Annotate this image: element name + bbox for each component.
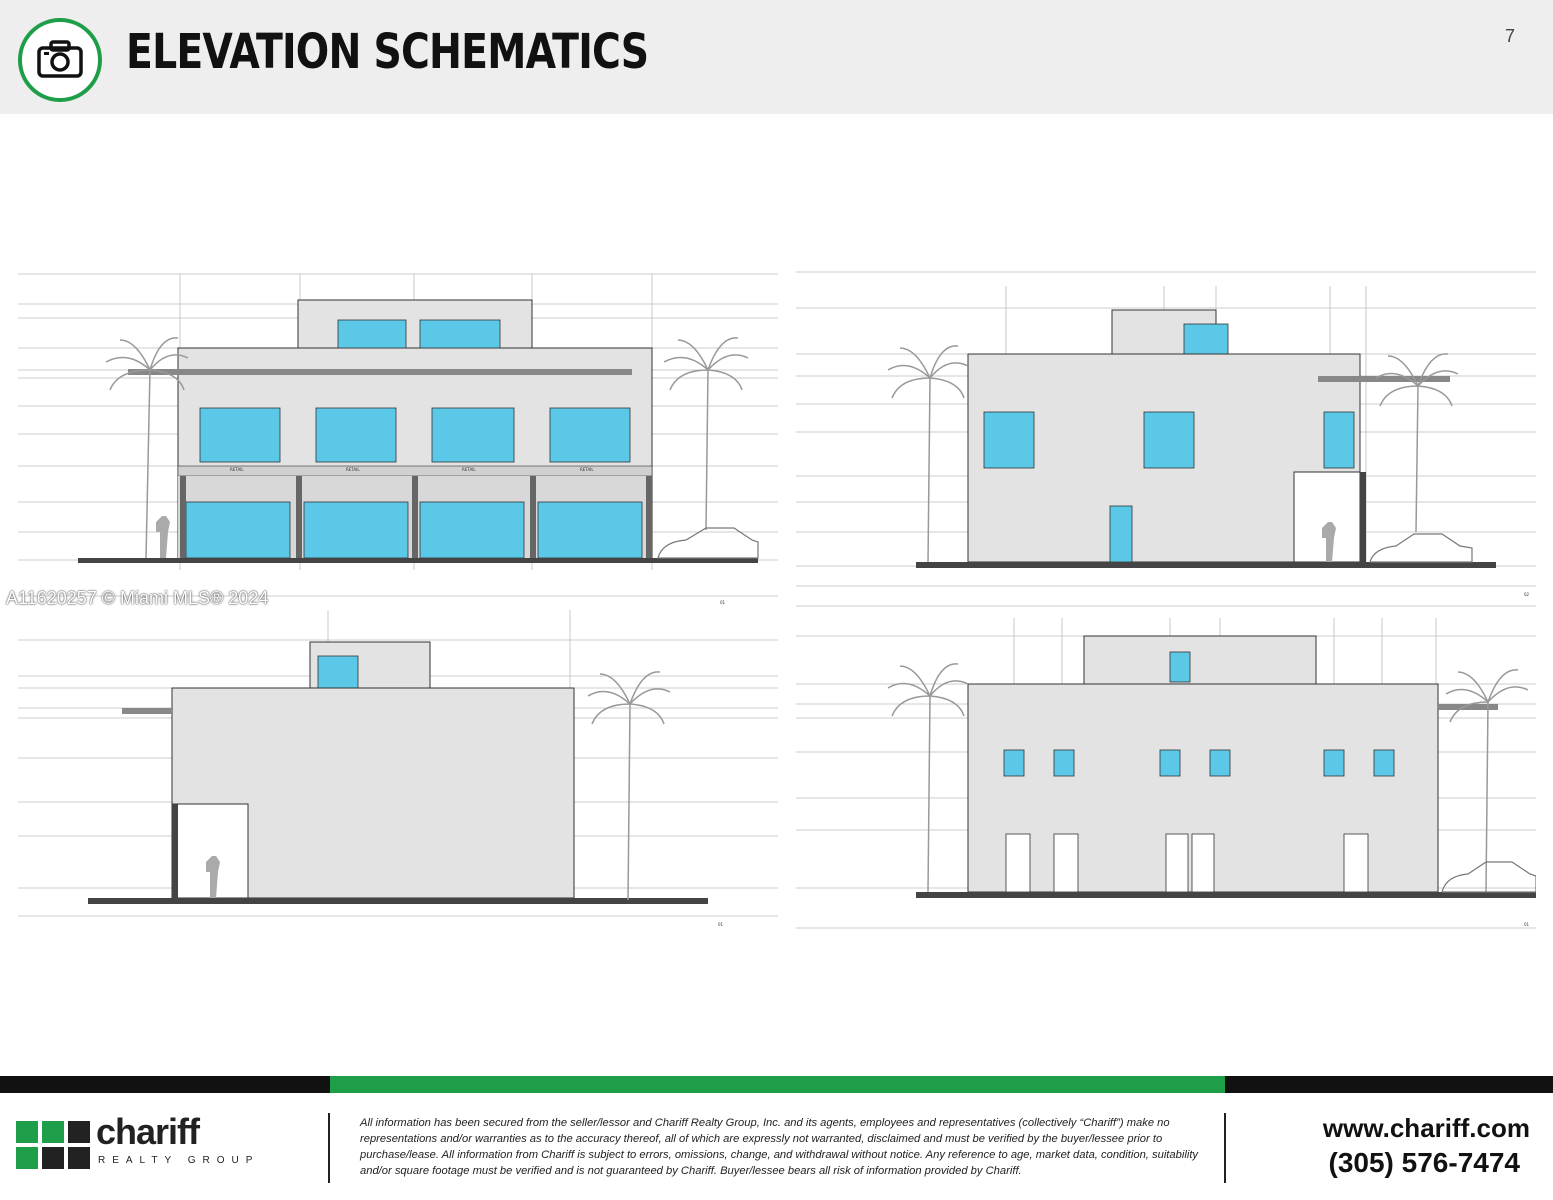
brand-subtitle: REALTY GROUP — [98, 1155, 260, 1166]
rear-elevation-drawing — [796, 604, 1536, 934]
retail-label: RETAIL — [346, 467, 360, 472]
footer-bar-center — [330, 1076, 1225, 1093]
palm-tree-icon — [888, 664, 968, 892]
page-number: 7 — [1505, 26, 1516, 46]
retail-label: RETAIL — [230, 467, 244, 472]
camera-icon — [36, 38, 84, 82]
car-icon — [1370, 534, 1472, 562]
palm-tree-icon — [888, 346, 968, 562]
side-elevation-drawing — [18, 610, 778, 934]
footer-divider — [1224, 1113, 1226, 1183]
drawing-tag: 01 — [718, 922, 724, 927]
front-elevation-drawing — [18, 270, 778, 610]
chariff-logo-icon — [16, 1121, 92, 1169]
legal-disclaimer: All information has been secured from the seller/lessor and Chariff Realty Group, Inc. and its agents, employees and representatives (collectively “Chariff”) make no representations and/or warranties as to the accuracy thereof, all of which are expressly not warranted, disclaimed and must be verified by the buyer/lessee prior to purchase/lease. All information from Chariff is subject to errors, omissions, change, and withdrawal without notice. Any reference to age, market data, condition, suitability and/or square footage must be verified and is not guaranteed by Chariff. Buyer/lessee bears all risk of information provided by Chariff. — [360, 1117, 1199, 1177]
palm-tree-icon — [588, 672, 670, 900]
retail-label: RETAIL — [580, 467, 594, 472]
page-header — [0, 0, 1553, 114]
car-icon — [1442, 862, 1536, 892]
drawing-tag: 01 — [720, 600, 726, 605]
car-icon — [658, 528, 758, 558]
page-footer — [0, 1093, 1553, 1200]
camera-badge — [18, 18, 102, 102]
person-icon — [156, 516, 170, 558]
footer-divider — [328, 1113, 330, 1183]
mls-watermark: A11620257 © Miami MLS® 2024 — [6, 588, 269, 608]
palm-tree-icon — [1446, 670, 1528, 892]
page-title: ELEVATION SCHEMATICS — [126, 24, 649, 80]
footer-bar-right — [1225, 1076, 1553, 1093]
footer-bar-left — [0, 1076, 330, 1093]
drawing-tag: 01 — [1524, 922, 1530, 927]
retail-label: RETAIL — [462, 467, 476, 472]
drawing-tag: 02 — [1524, 592, 1530, 597]
phone-number[interactable]: (305) 576-7474 — [1328, 1147, 1520, 1178]
website-link[interactable]: www.chariff.com — [1322, 1113, 1530, 1143]
brand-name: chariff — [96, 1111, 200, 1152]
side-elevation-drawing — [796, 270, 1536, 604]
